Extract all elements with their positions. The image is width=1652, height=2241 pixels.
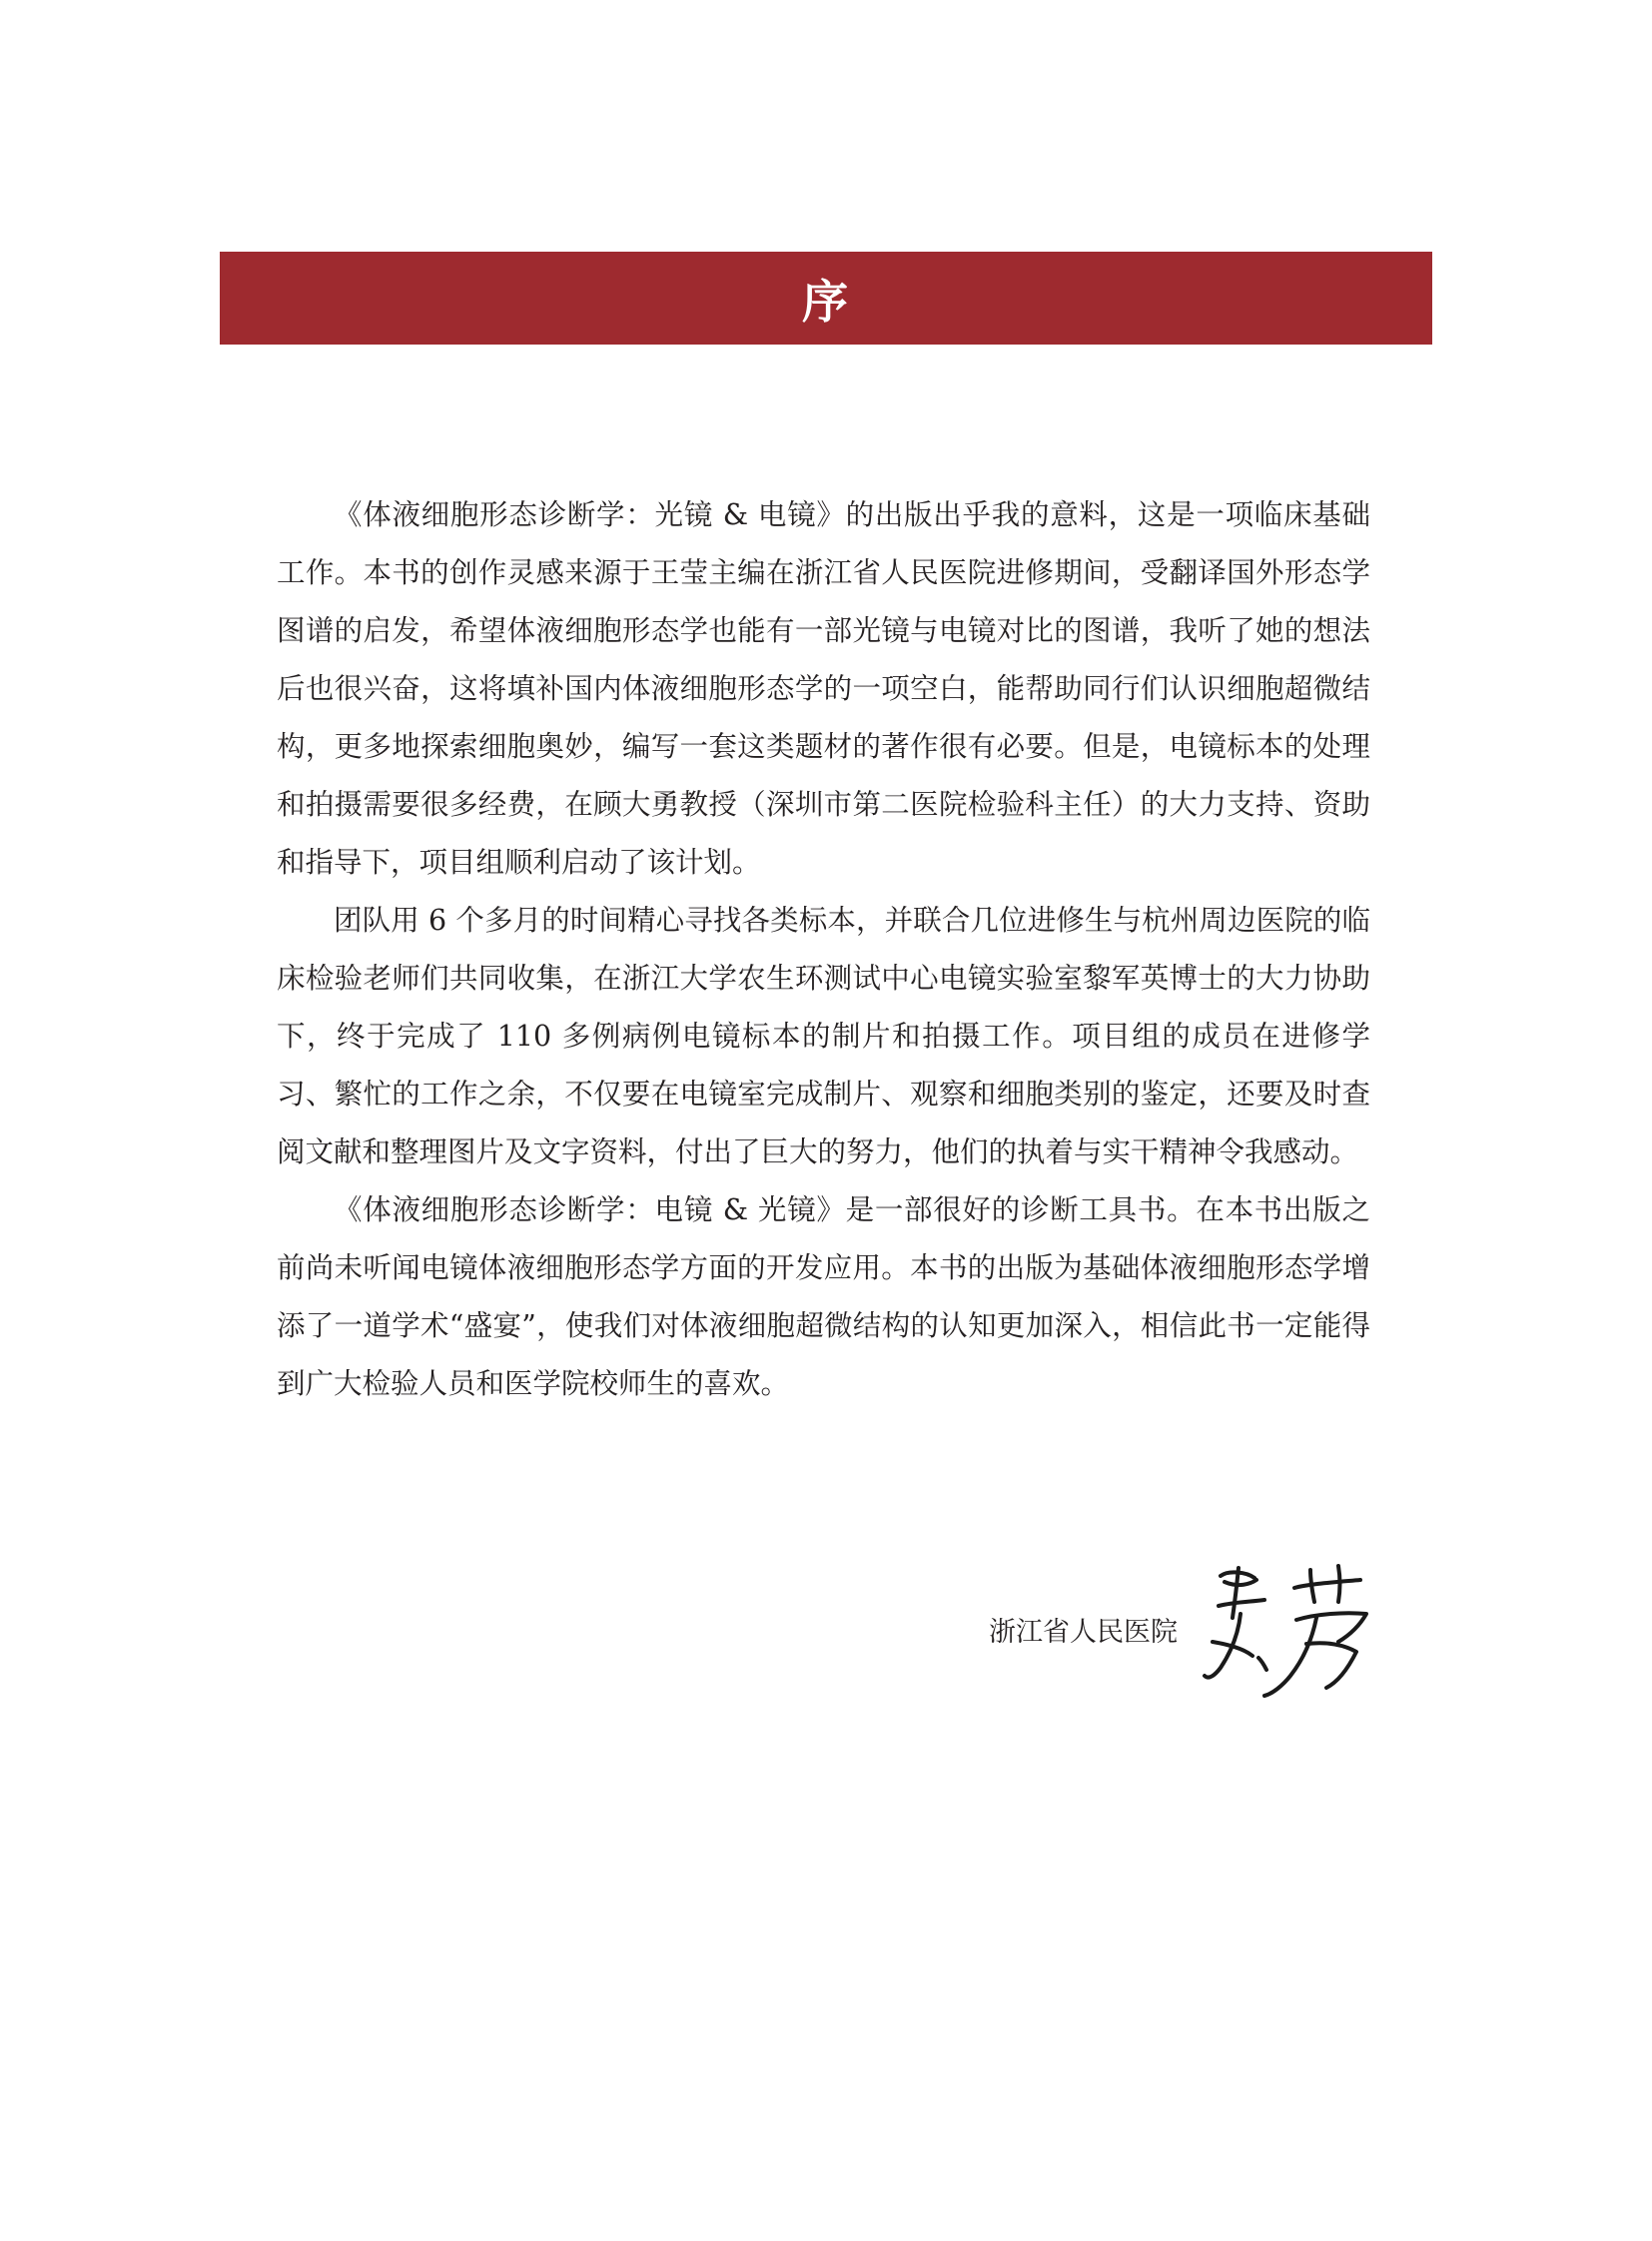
paragraph-3: 《体液细胞形态诊断学：电镜 & 光镜》是一部很好的诊断工具书。在本书出版之前尚未听闻电镜体液细胞形态学方面的开发应用。本书的出版为基础体液细胞形态学增添了一道学术“盛宴”，使我们对体液细胞超微结构的认知更加深入，相信此书一定能得到广大检验人员和医学院校师生的喜欢。: [277, 1193, 1370, 1400]
paragraph-1: 《体液细胞形态诊断学：光镜 & 电镜》的出版出乎我的意料，这是一项临床基础工作。本书的创作灵感来源于王莹主编在浙江省人民医院进修期间，受翻译国外形态学图谱的启发，希望体液细胞形态学也能有一部光镜与电镜对比的图谱，我听了她的想法后也很兴奋，这将填补国内体液细胞形态学的一项空白，能帮助同行们认识细胞超微结构，更多地探索细胞奥妙，编写一套这类题材的著作很有必要。但是，电镜标本的处理和拍摄需要很多经费，在顾大勇教授（深圳市第二医院检验科主任）的大力支持、资助和指导下，项目组顺利启动了该计划。: [277, 498, 1370, 879]
author-affiliation: 浙江省人民医院: [989, 1617, 1178, 1648]
page-title: 序: [802, 274, 850, 329]
paragraph-2: 团队用 6 个多月的时间精心寻找各类标本，并联合几位进修生与杭州周边医院的临床检验老师们共同收集，在浙江大学农生环测试中心电镜实验室黎军英博士的大力协助下，终于完成了 110 多例病例电镜标本的制片和拍摄工作。项目组的成员在进修学习、繁忙的工作之余，不仅要在电镜室完成制片、观察和细胞类别的鉴定，还要及时查阅文献和整理图片及文字资料，付出了巨大的努力，他们的执着与实干精神令我感动。: [277, 904, 1370, 1168]
handwritten-signature: [1199, 1558, 1373, 1708]
title-banner: [220, 252, 1432, 345]
preface-body: [277, 486, 1370, 1413]
signature-block: [989, 1558, 1388, 1708]
